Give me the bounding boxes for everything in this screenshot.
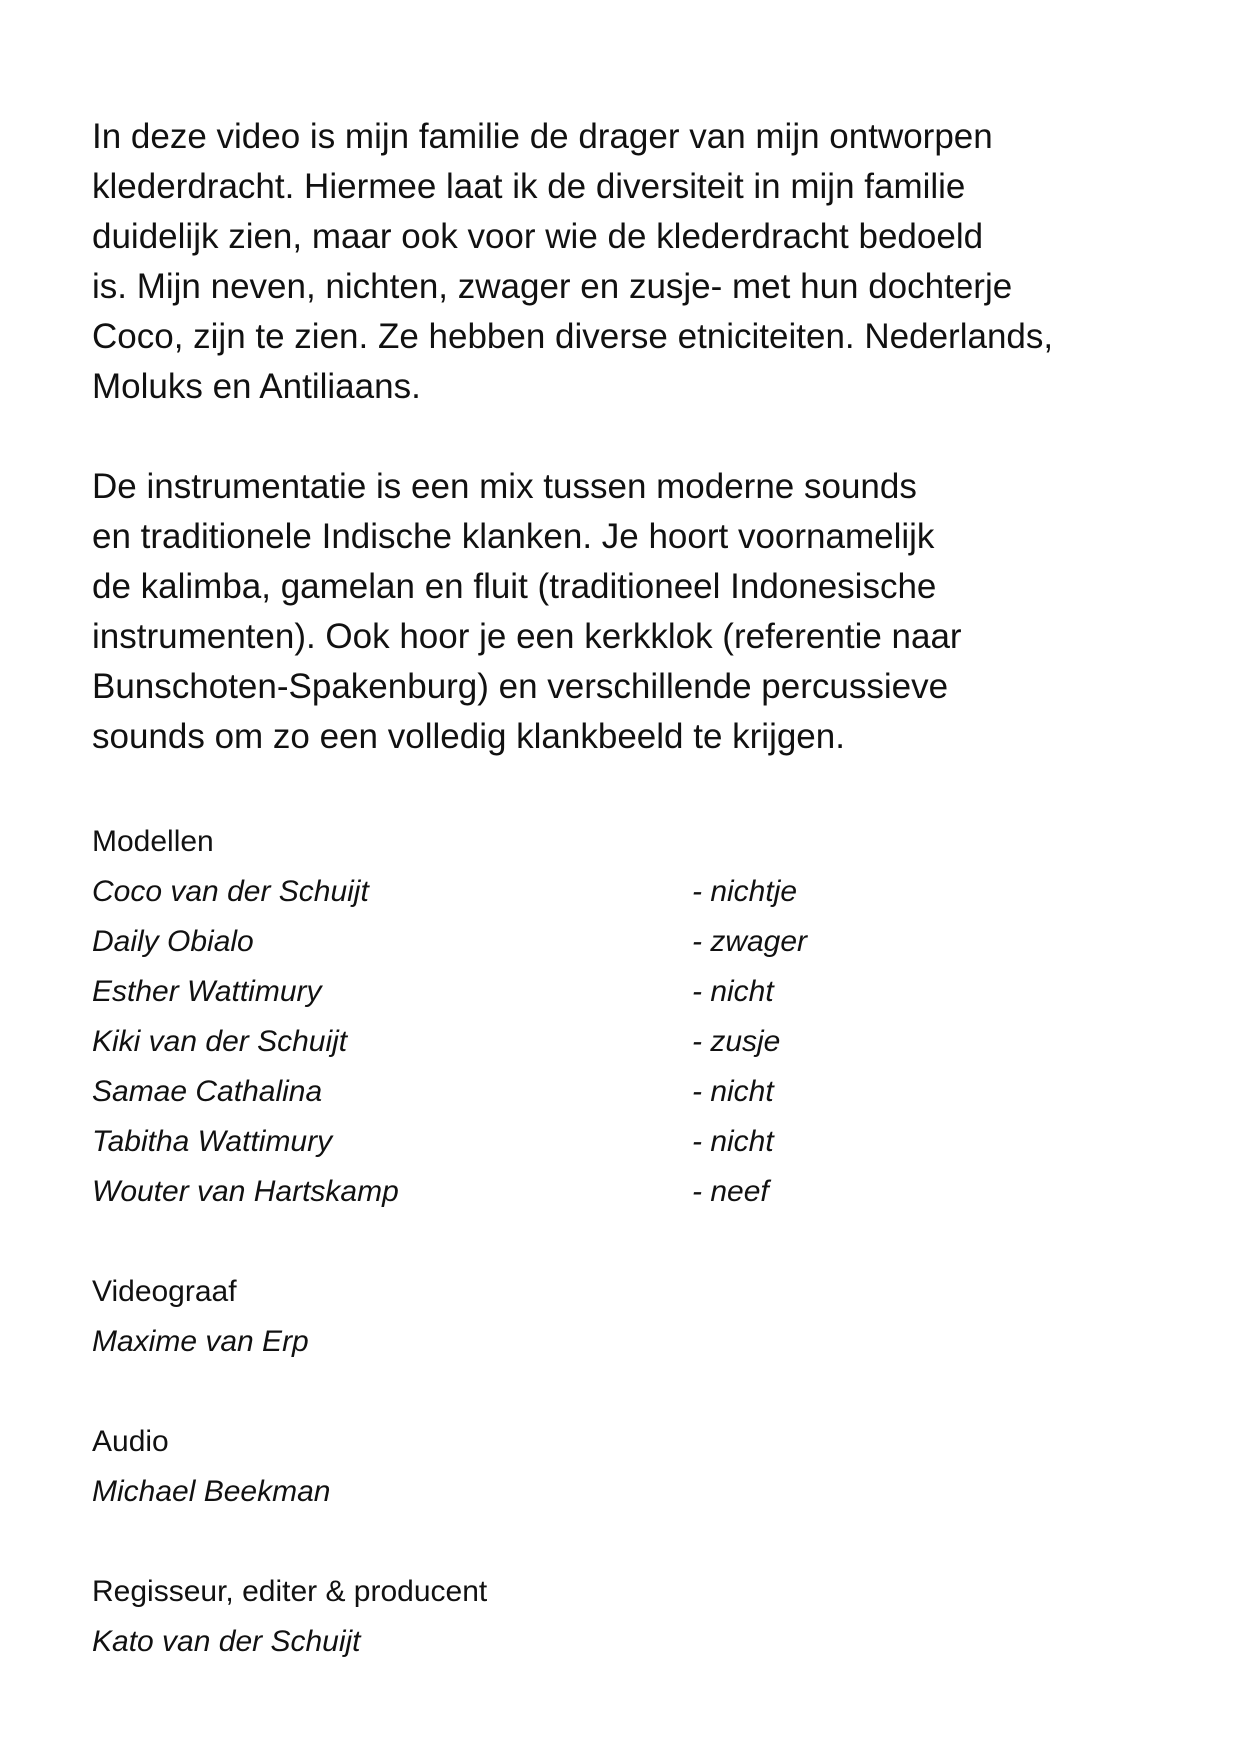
paragraph-line: Moluks en Antiliaans.: [92, 367, 421, 406]
paragraph-line: In deze video is mijn familie de drager van mijn ontworpen: [92, 117, 993, 156]
model-row: [92, 1117, 1172, 1167]
model-name: Tabitha Wattimury: [92, 1125, 333, 1158]
model-name: Esther Wattimury: [92, 975, 322, 1008]
model-role: - nicht: [692, 1075, 774, 1108]
document-page: [92, 112, 1172, 1667]
videographer-section: [92, 1267, 1172, 1367]
credits: [92, 817, 1172, 1667]
model-row: [92, 917, 1172, 967]
model-role: - neef: [692, 1175, 769, 1208]
paragraph-line: instrumenten). Ook hoor je een kerkklok (referentie naar: [92, 617, 962, 656]
audio-heading: Audio: [92, 1425, 169, 1458]
paragraph-line: De instrumentatie is een mix tussen moderne sounds: [92, 467, 917, 506]
director-name: Kato van der Schuijt: [92, 1625, 361, 1658]
videographer-heading: Videograaf: [92, 1275, 237, 1308]
audio-name: Michael Beekman: [92, 1475, 331, 1508]
paragraph-line: de kalimba, gamelan en fluit (traditioneel Indonesische: [92, 567, 937, 606]
model-name: Daily Obialo: [92, 925, 254, 958]
model-row: [92, 1067, 1172, 1117]
videographer-name: Maxime van Erp: [92, 1325, 309, 1358]
paragraph-line: klederdracht. Hiermee laat ik de diversiteit in mijn familie: [92, 167, 966, 206]
model-row: [92, 1017, 1172, 1067]
paragraph-line: sounds om zo een volledig klankbeeld te krijgen.: [92, 717, 845, 756]
audio-section: [92, 1417, 1172, 1517]
model-name: Coco van der Schuijt: [92, 875, 369, 908]
model-role: - zwager: [692, 925, 808, 958]
intro-paragraph-1: [92, 112, 1172, 412]
models-section: [92, 817, 1172, 1217]
model-name: Wouter van Hartskamp: [92, 1175, 399, 1208]
paragraph-line: Bunschoten-Spakenburg) en verschillende percussieve: [92, 667, 949, 706]
model-role: - zusje: [692, 1025, 781, 1058]
model-name: Kiki van der Schuijt: [92, 1025, 348, 1058]
paragraph-line: is. Mijn neven, nichten, zwager en zusje- met hun dochterje: [92, 267, 1013, 306]
model-row: [92, 867, 1172, 917]
models-heading: Modellen: [92, 825, 214, 858]
paragraph-line: duidelijk zien, maar ook voor wie de klederdracht bedoeld: [92, 217, 984, 256]
model-row: [92, 967, 1172, 1017]
paragraph-line: en traditionele Indische klanken. Je hoort voornamelijk: [92, 517, 935, 556]
director-section: [92, 1567, 1172, 1667]
model-role: - nicht: [692, 975, 774, 1008]
model-role: - nichtje: [692, 875, 798, 908]
model-name: Samae Cathalina: [92, 1075, 323, 1108]
director-heading: Regisseur, editer & producent: [92, 1575, 488, 1608]
intro-paragraph-2: [92, 462, 1172, 762]
model-role: - nicht: [692, 1125, 774, 1158]
paragraph-line: Coco, zijn te zien. Ze hebben diverse etniciteiten. Nederlands,: [92, 317, 1054, 356]
model-row: [92, 1167, 1172, 1217]
